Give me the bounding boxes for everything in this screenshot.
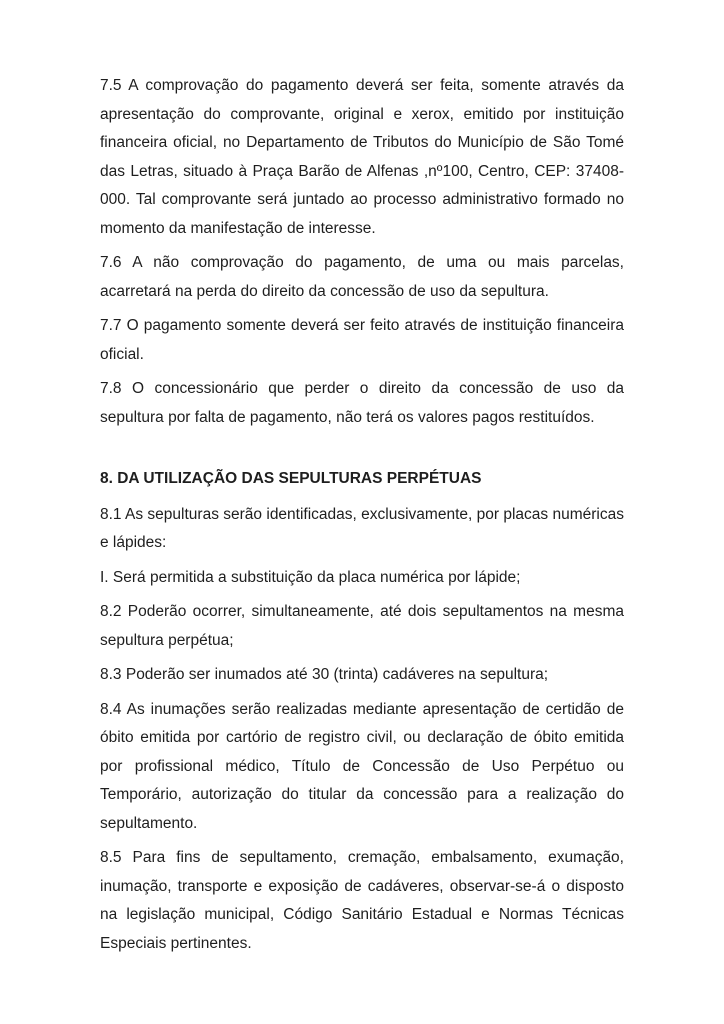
document-paragraph: 8.4 As inumações serão realizadas mediante apresentação de certidão de óbito emitida por cartório de registro civil, ou declaração de óbito emitida por profissional médico, Título de Concessão de Uso Perpétuo ou Temporário, autorização do titular da concessão para a realização do sepultamento. xyxy=(100,700,624,832)
document-paragraph: 8.2 Poderão ocorrer, simultaneamente, até dois sepultamentos na mesma sepultura perpétua; xyxy=(100,603,624,649)
document-paragraph: 8.3 Poderão ser inumados até 30 (trinta) cadáveres na sepultura; xyxy=(100,666,549,683)
document-content xyxy=(100,72,624,964)
document-paragraph: 8.1 As sepulturas serão identificadas, exclusivamente, por placas numéricas e lápides: xyxy=(100,505,624,551)
document-paragraph: 7.8 O concessionário que perder o direito da concessão de uso da sepultura por falta de pagamento, não terá os valores pagos restituídos. xyxy=(100,380,624,426)
document-paragraph: I. Será permitida a substituição da placa numérica por lápide; xyxy=(100,568,521,586)
document-paragraph: 7.6 A não comprovação do pagamento, de uma ou mais parcelas, acarretará na perda do direito da concessão de uso da sepultura. xyxy=(100,254,624,300)
document-paragraph: 7.5 A comprovação do pagamento deverá ser feita, somente através da apresentação do comprovante, original e xerox, emitido por instituição financeira oficial, no Departamento de Tributos do Município de São Tomé das Letras, situado à Praça Barão de Alfenas ,nº100, Centro, CEP: 37408-000. Tal comprovante será juntado ao processo administrativo formado no momento da manifestação de interesse. xyxy=(100,77,624,237)
document-paragraph: 8.5 Para fins de sepultamento, cremação, embalsamento, exumação, inumação, transporte e exposição de cadáveres, observar-se-á o disposto na legislação municipal, Código Sanitário Estadual e Normas Técnicas Especiais pertinentes. xyxy=(100,849,624,952)
section-heading: 8. DA UTILIZAÇÃO DAS SEPULTURAS PERPÉTUAS xyxy=(100,470,482,487)
document-paragraph: 7.7 O pagamento somente deverá ser feito através de instituição financeira oficial. xyxy=(100,317,624,363)
